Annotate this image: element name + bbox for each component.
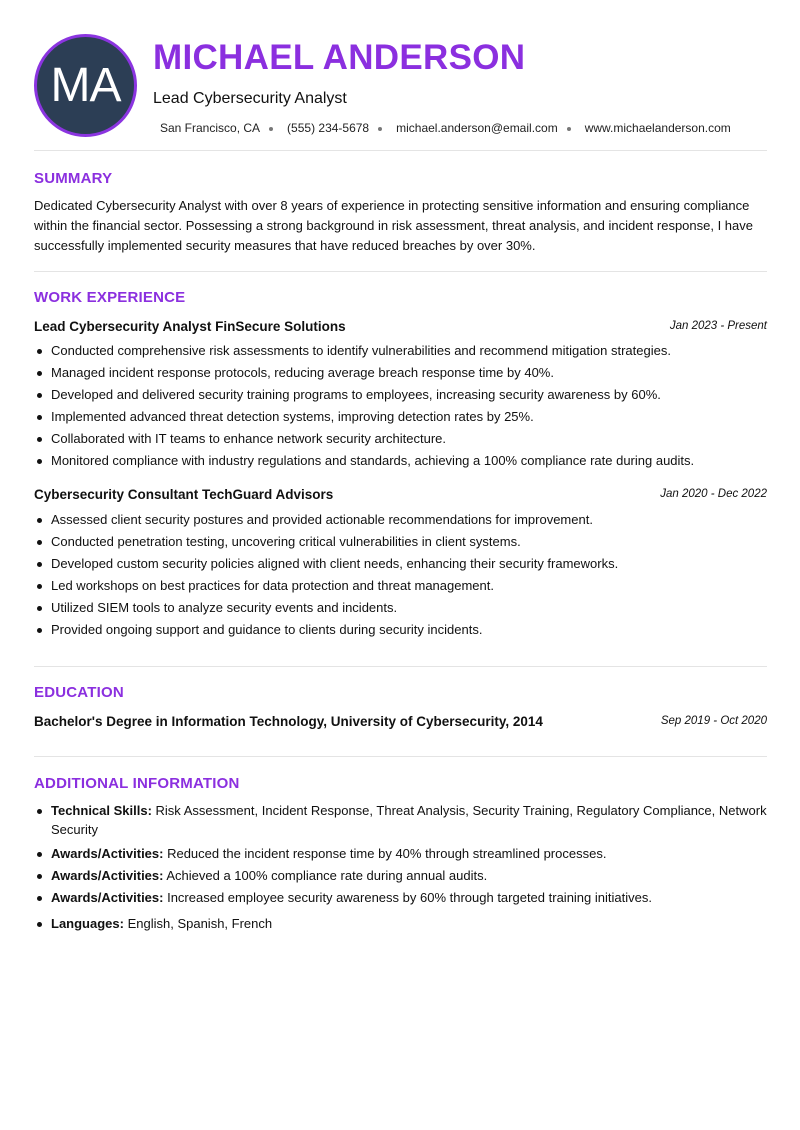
section-title-additional: ADDITIONAL INFORMATION [34, 775, 240, 792]
item-label: Languages: [51, 916, 124, 931]
job-dates: Jan 2020 - Dec 2022 [660, 488, 767, 500]
job-header [34, 318, 767, 336]
section-title-experience: WORK EXPERIENCE [34, 289, 186, 306]
job-header [34, 486, 767, 504]
item-label: Awards/Activities: [51, 890, 164, 905]
separator-dot-icon [269, 127, 273, 131]
separator-dot-icon [378, 127, 382, 131]
list-item: Managed incident response protocols, reducing average breach response time by 40%. [34, 362, 767, 384]
item-text: Reduced the incident response time by 40% through streamlined processes. [163, 846, 607, 861]
additional-list [34, 801, 767, 936]
list-item [34, 866, 767, 885]
job-dates: Jan 2023 - Present [669, 320, 767, 332]
list-item: Utilized SIEM tools to analyze security events and incidents. [34, 597, 767, 619]
item-text: Risk Assessment, Incident Response, Threat Analysis, Security Training, Regulatory Compliance, Network Security [51, 803, 767, 837]
contact-website[interactable]: www.michaelanderson.com [584, 121, 731, 135]
list-item: Provided ongoing support and guidance to clients during security incidents. [34, 619, 767, 641]
divider [34, 150, 767, 151]
contact-location: San Francisco, CA [160, 121, 261, 135]
candidate-title: Lead Cybersecurity Analyst [153, 90, 347, 107]
list-item [34, 844, 767, 863]
list-item: Assessed client security postures and provided actionable recommendations for improvement. [34, 509, 767, 531]
contact-phone[interactable]: (555) 234-5678 [287, 121, 370, 135]
list-item: Developed custom security policies aligned with client needs, enhancing their security frameworks. [34, 553, 767, 575]
degree: Bachelor's Degree in Information Technology, University of Cybersecurity, 2014 [34, 714, 543, 729]
education-dates: Sep 2019 - Oct 2020 [660, 715, 767, 727]
job-role: Cybersecurity Consultant TechGuard Advisors [34, 487, 334, 502]
list-item: Implemented advanced threat detection systems, improving detection rates by 25%. [34, 406, 767, 428]
divider [34, 756, 767, 757]
list-item: Collaborated with IT teams to enhance network security architecture. [34, 428, 767, 450]
list-item: Developed and delivered security training programs to employees, increasing security awareness by 60%. [34, 384, 767, 406]
job-role: Lead Cybersecurity Analyst FinSecure Solutions [34, 319, 346, 334]
summary-text: Dedicated Cybersecurity Analyst with over 8 years of experience in protecting sensitive information and ensuring compliance within the financial sector. Possessing a strong background in risk assessment, threat analysis, and incident response, I have successfully implemented security measures that have reduced breaches by over 30%. [34, 198, 753, 253]
list-item: Conducted penetration testing, uncovering critical vulnerabilities in client systems. [34, 531, 767, 553]
list-item [34, 888, 767, 907]
item-label: Awards/Activities: [51, 846, 164, 861]
section-title-education: EDUCATION [34, 684, 124, 701]
divider [34, 271, 767, 272]
contact-line [160, 121, 731, 135]
section-title-summary: SUMMARY [34, 170, 113, 187]
avatar [34, 34, 137, 137]
list-item [34, 801, 767, 839]
list-item: Led workshops on best practices for data protection and threat management. [34, 575, 767, 597]
item-label: Awards/Activities: [51, 868, 164, 883]
job-bullets [34, 340, 767, 472]
candidate-name: MICHAEL ANDERSON [153, 38, 526, 77]
item-text: Achieved a 100% compliance rate during annual audits. [163, 868, 488, 883]
list-item [34, 914, 767, 933]
education-entry [34, 713, 767, 731]
contact-email[interactable]: michael.anderson@email.com [396, 121, 558, 135]
list-item: Monitored compliance with industry regulations and standards, achieving a 100% compliance rate during audits. [34, 450, 767, 472]
list-item: Conducted comprehensive risk assessments to identify vulnerabilities and recommend mitigation strategies. [34, 340, 767, 362]
item-text: Increased employee security awareness by 60% through targeted training initiatives. [163, 890, 652, 905]
item-label: Technical Skills: [51, 803, 152, 818]
avatar-initials: MA [50, 59, 121, 112]
job-bullets [34, 509, 767, 641]
resume-header [34, 34, 767, 138]
divider [34, 666, 767, 667]
item-text: English, Spanish, French [123, 916, 273, 931]
separator-dot-icon [567, 127, 571, 131]
